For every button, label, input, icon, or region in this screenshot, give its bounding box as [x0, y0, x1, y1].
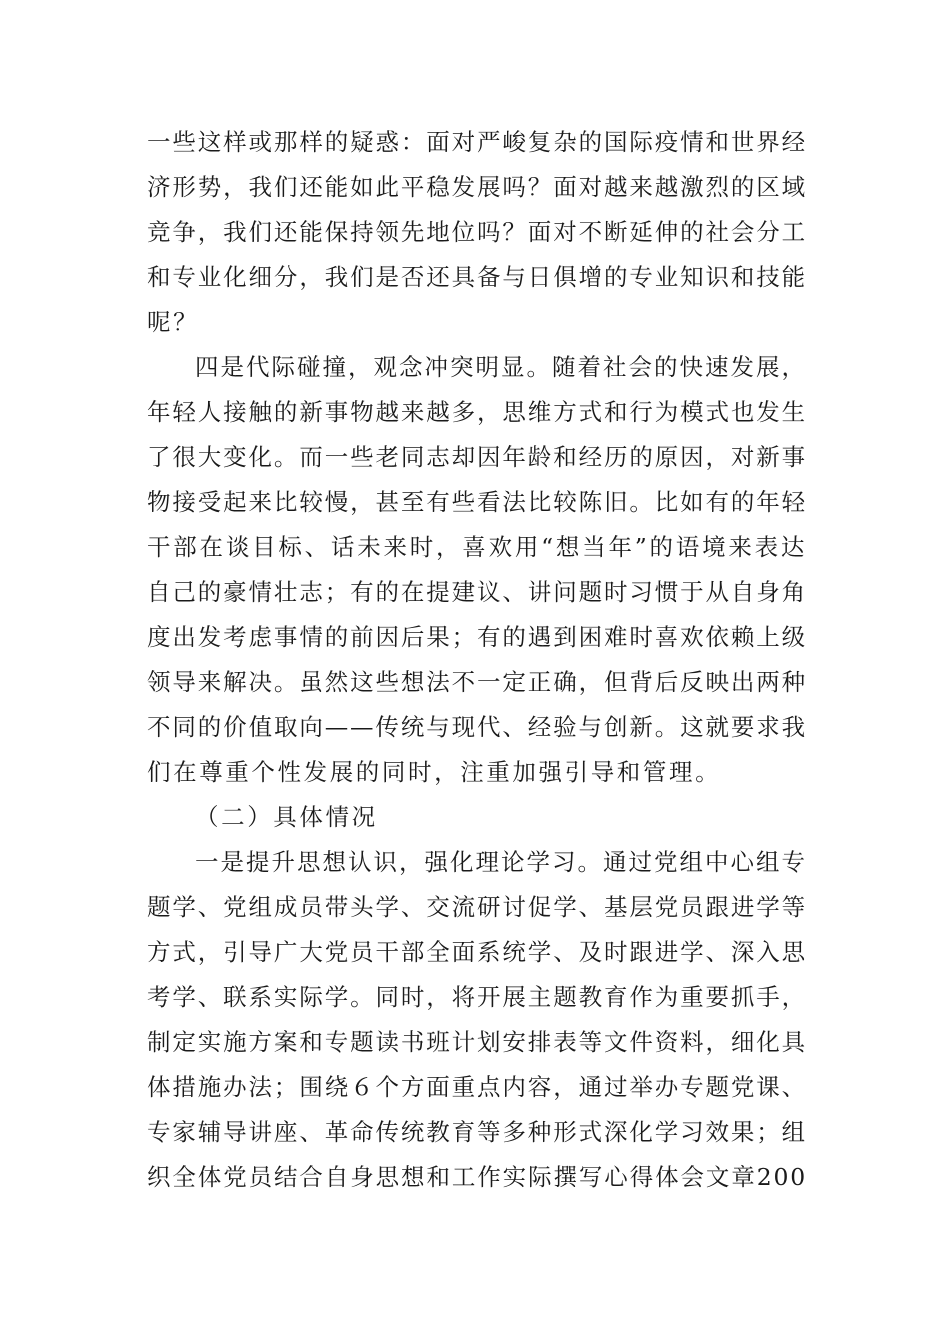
text-line: 济形势，我们还能如此平稳发展吗？面对越来越激烈的区域 [147, 173, 807, 201]
text-line: 考学、联系实际学。同时，将开展主题教育作为重要抓手， [147, 983, 807, 1011]
text-line: 题学、党组成员带头学、交流研讨促学、基层党员跟进学等 [147, 893, 807, 921]
text-line: 制定实施方案和专题读书班计划安排表等文件资料，细化具 [147, 1028, 807, 1056]
text-line: 干部在谈目标、话未来时，喜欢用“想当年”的语境来表达 [147, 533, 807, 561]
text-line: 们在尊重个性发展的同时，注重加强引导和管理。 [147, 758, 722, 786]
text-line: 专家辅导讲座、革命传统教育等多种形式深化学习效果；组 [147, 1118, 807, 1146]
text-line: 四是代际碰撞，观念冲突明显。随着社会的快速发展， [195, 353, 807, 381]
text-line: 方式，引导广大党员干部全面系统学、及时跟进学、深入思 [147, 938, 807, 966]
text-line: 不同的价值取向——传统与现代、经验与创新。这就要求我 [147, 713, 807, 741]
text-line: 竞争，我们还能保持领先地位吗？面对不断延伸的社会分工 [147, 218, 807, 246]
text-line: 体措施办法；围绕６个方面重点内容，通过举办专题党课、 [147, 1073, 807, 1101]
text-line: 一是提升思想认识，强化理论学习。通过党组中心组专 [195, 848, 807, 876]
text-line: 呢？ [147, 308, 200, 336]
text-line: 物接受起来比较慢，甚至有些看法比较陈旧。比如有的年轻 [147, 488, 807, 516]
text-line: 和专业化细分，我们是否还具备与日俱增的专业知识和技能 [147, 263, 807, 291]
text-line: 了很大变化。而一些老同志却因年龄和经历的原因，对新事 [147, 443, 807, 471]
text-line: 年轻人接触的新事物越来越多，思维方式和行为模式也发生 [147, 398, 807, 426]
text-line: 度出发考虑事情的前因后果；有的遇到困难时喜欢依赖上级 [147, 623, 807, 651]
text-line: 领导来解决。虽然这些想法不一定正确，但背后反映出两种 [147, 668, 807, 696]
text-line: 一些这样或那样的疑惑：面对严峻复杂的国际疫情和世界经 [147, 128, 807, 156]
section-heading: （二）具体情况 [195, 803, 378, 831]
text-line: 自己的豪情壮志；有的在提建议、讲问题时习惯于从自身角 [147, 578, 807, 606]
text-line: 织全体党员结合自身思想和工作实际撰写心得体会文章200 [147, 1163, 807, 1191]
